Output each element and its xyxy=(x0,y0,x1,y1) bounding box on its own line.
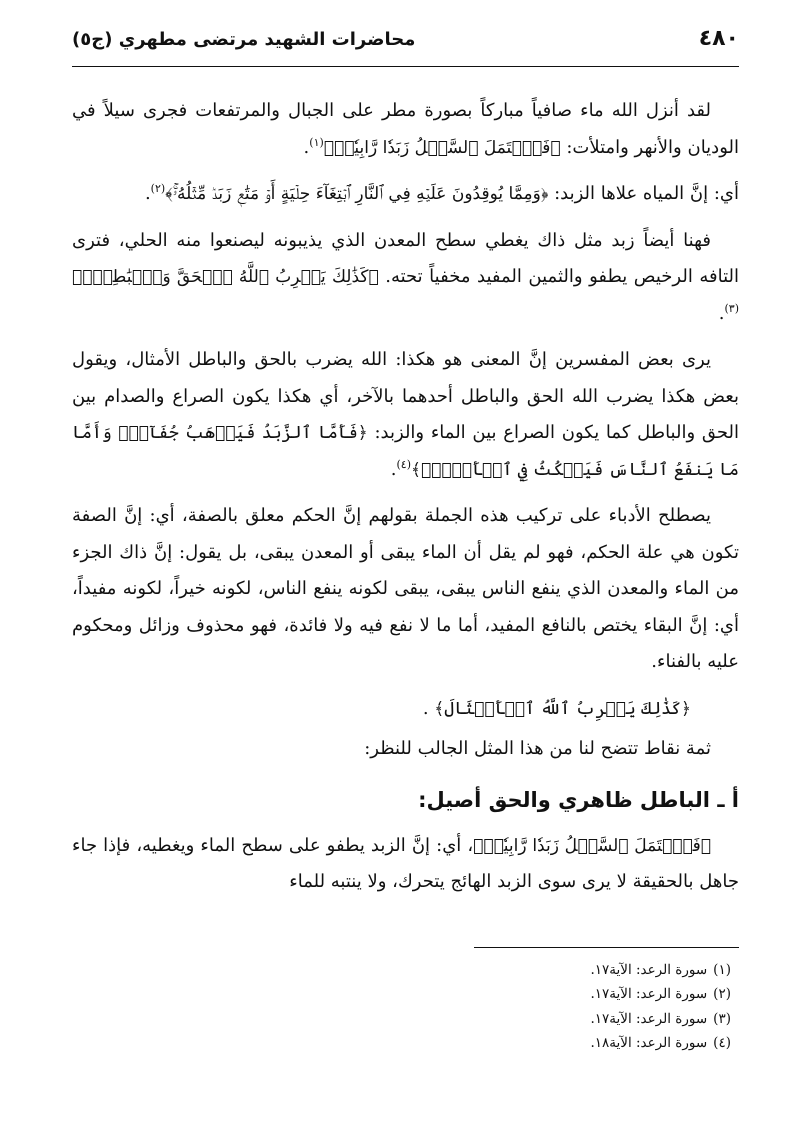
footnote-divider xyxy=(474,947,739,948)
quran-verse: ﴿كَذَٰلِكَ يَضۡرِبُ ٱللَّهُ ٱلۡحَقَّ وَٱلۡبَٰطِلَۚ﴾ xyxy=(72,267,379,287)
paragraph-end: . xyxy=(422,697,435,719)
footnote-item xyxy=(72,958,731,983)
footnote-number: (٣) xyxy=(713,1010,731,1027)
paragraph-text: ثمة نقاط تتضح لنا من هذا المثل الجالب للنظر: xyxy=(364,738,711,759)
running-title: محاضرات الشهيد مرتضى مطهري (ج٥) xyxy=(72,29,416,50)
paragraph-text: فهنا أيضاً زبد مثل ذاك يغطي سطح المعدن الذي يذيبونه ليصنعوا منه الحلي، فترى التافه الرخيص يطفو والثمين المفيد مخفياً تحته. xyxy=(72,229,740,287)
page-number: ٤٨٠ xyxy=(698,26,739,51)
footnote-ref: (٢) xyxy=(150,182,166,195)
paragraph-6 xyxy=(72,691,739,728)
paragraph-text: يرى بعض المفسرين إنَّ المعنى هو هكذا: الله يضرب بالحق والباطل الأمثال، ويقول بعض هكذا يضرب الله الحق والباطل أحدهما بالآخر، أي هكذا يكون الصراع والصدام بين الحق والباطل كما يكون الصراع بين الماء والزبد: xyxy=(72,349,739,443)
page-header xyxy=(72,26,739,67)
footnote-text: سورة الرعد: الآية١٨. xyxy=(590,1035,708,1051)
quran-verse: ﴿فَأَمَّا ٱلزَّبَدُ فَيَذۡهَبُ جُفَآءٗۖ وَأَمَّا مَا يَنفَعُ ٱلنَّاسَ فَيَمۡكُثُ فِي ٱلۡأَرۡضِۚ﴾ xyxy=(72,423,739,480)
paragraph-4 xyxy=(72,342,739,488)
paragraph-1 xyxy=(72,93,739,166)
footnote-number: (٤) xyxy=(713,1035,731,1051)
quran-verse: ﴿وَمِمَّا يُوقِدُونَ عَلَيۡهِ فِي ٱلنَّارِ ٱبۡتِغَآءَ حِلۡيَةٍ أَوۡ مَتَٰعٖ زَبَدٞ مِّثۡلُهُۥۚ﴾ xyxy=(165,184,549,204)
paragraph-3 xyxy=(72,223,739,333)
quran-verse: ﴿فَٱحۡتَمَلَ ٱلسَّيۡلُ زَبَدٗا رَّابِيٗاۚ﴾ xyxy=(323,137,561,158)
paragraph-text: لقد أنزل الله ماء صافياً مباركاً بصورة مطر على الجبال والمرتفعات فجرى سيلاً في الوديان والأنهر وامتلأت: xyxy=(72,100,739,158)
footnote-item xyxy=(72,1031,731,1056)
footnotes-list xyxy=(72,958,739,1056)
paragraph-text: أي: إنَّ المياه علاها الزبد: xyxy=(548,183,739,204)
section-heading: أ ـ الباطل ظاهري والحق أصيل: xyxy=(418,787,739,812)
quran-verse: ﴿كَذَٰلِكَ يَضۡرِبُ ٱللَّهُ ٱلۡأَمۡثَالَ﴾ xyxy=(434,698,691,719)
footnote-text: سورة الرعد: الآية١٧. xyxy=(590,986,708,1002)
paragraph-text: ، أي: إنَّ الزبد يطفو على سطح الماء ويغطيه، فإذا جاء جاهل بالحقيقة لا يرى سوى الزبد الهائج يتحرك، ولا ينتبه للماء xyxy=(72,834,739,892)
paragraph-2 xyxy=(72,176,739,213)
paragraph-text: يصطلح الأدباء على تركيب هذه الجملة بقولهم إنَّ الحكم معلق بالصفة، أي: إنَّ الصفة تكون هي علة الحكم، فهو لم يقل أن الماء يبقى أو المعدن يبقى، بل يقول: إنَّ ذاك الجزء من الماء والمعدن الذي ينفع الناس يبقى، يبقى لكونه ينفع الناس، لكونه خيراً، لكونه مفيداً، أي: إنَّ البقاء يختص بالنافع المفيد، أما ما لا نفع فيه ولا فائدة، فهو محذوف وزائل ومحكوم عليه بالفناء. xyxy=(72,505,739,672)
paragraph-7 xyxy=(72,731,739,768)
footnote-number: (١) xyxy=(713,961,731,978)
body-text xyxy=(72,93,739,901)
footnote-ref: (١) xyxy=(309,135,324,149)
paragraph-end: . xyxy=(390,458,397,480)
footnote-text: سورة الرعد: الآية١٧. xyxy=(590,1010,708,1027)
footnote-number: (٢) xyxy=(713,986,731,1002)
paragraph-end: . xyxy=(718,302,725,324)
paragraph-8 xyxy=(72,828,739,901)
footnote-item xyxy=(72,982,731,1007)
footnote-ref: (٣) xyxy=(724,301,739,315)
quran-verse: ﴿فَٱحۡتَمَلَ ٱلسَّيۡلُ زَبَدٗا رَّابِيٗاۚ﴾ xyxy=(473,835,712,856)
footnote-text: سورة الرعد: الآية١٧. xyxy=(590,961,708,978)
paragraph-end: . xyxy=(303,136,310,158)
paragraph-end: . xyxy=(144,183,151,204)
paragraph-5 xyxy=(72,498,739,681)
footnote-ref: (٤) xyxy=(396,457,411,471)
footnote-item xyxy=(72,1007,731,1032)
